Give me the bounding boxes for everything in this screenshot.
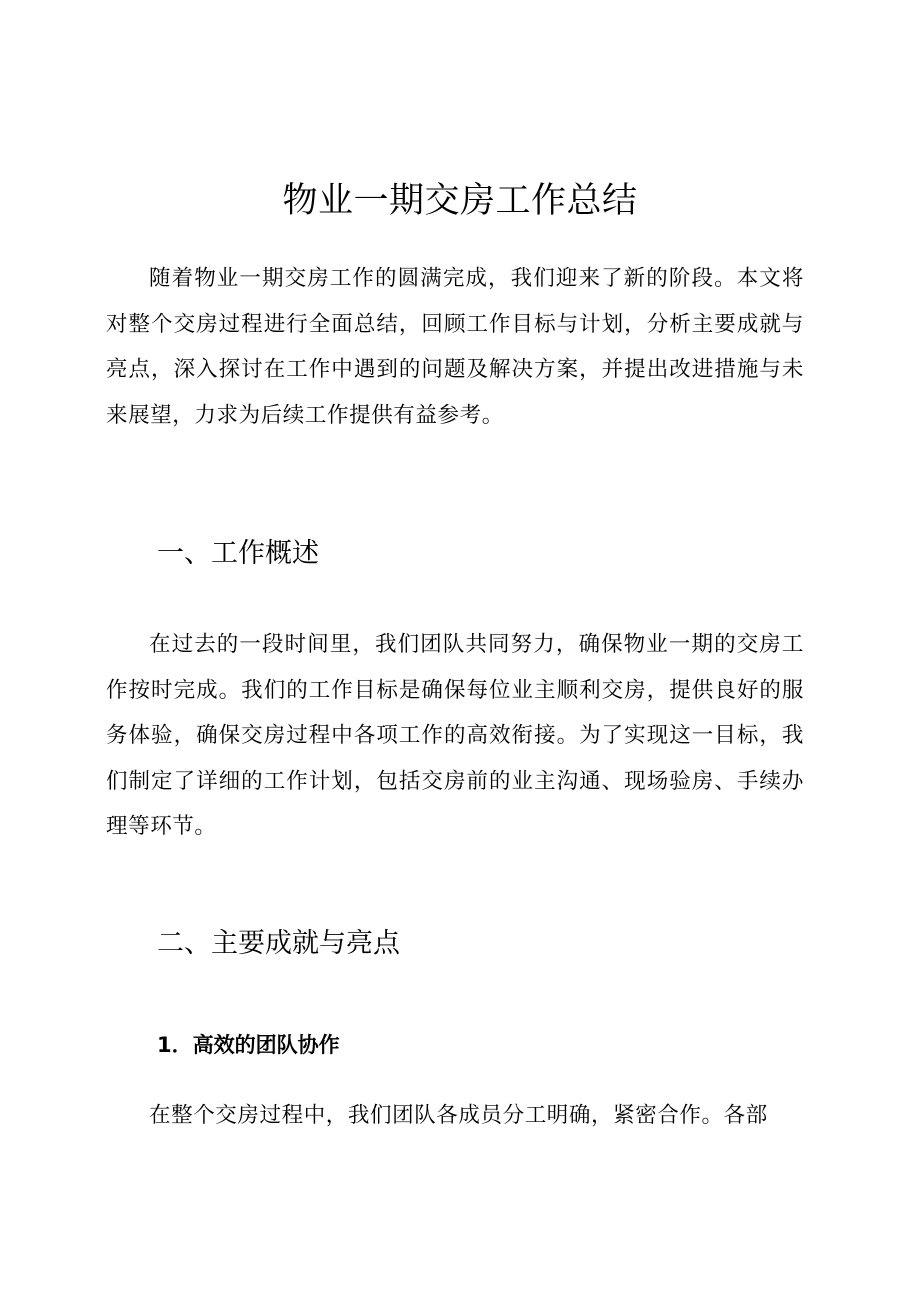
teamwork-paragraph: 在整个交房过程中，我们团队各成员分工明确，紧密合作。各部 bbox=[149, 1103, 768, 1128]
overview-paragraph: 在过去的一段时间里，我们团队共同努力，确保物业一期的交房工作按时完成。我们的工作目标是确保每位业主顺利交房，提供良好的服务体验，确保交房过程中各项工作的高效衔接。为了实现这一目标，我们制定了详细的工作计划，包括交房前的业主沟通、现场验房、手续办理等环节。 bbox=[106, 632, 804, 839]
document-title: 物业一期交房工作总结 bbox=[282, 181, 638, 221]
section-heading-overview: 一、工作概述 bbox=[157, 538, 319, 569]
section-heading-achievements: 二、主要成就与亮点 bbox=[157, 928, 400, 959]
intro-paragraph: 随着物业一期交房工作的圆满完成，我们迎来了新的阶段。本文将对整个交房过程进行全面总结，回顾工作目标与计划，分析主要成就与亮点，深入探讨在工作中遇到的问题及解决方案，并提出改进措施与未来展望，力求为后续工作提供有益参考。 bbox=[106, 266, 804, 428]
subsection-heading-teamwork: 1．高效的团队协作 bbox=[157, 1033, 340, 1057]
